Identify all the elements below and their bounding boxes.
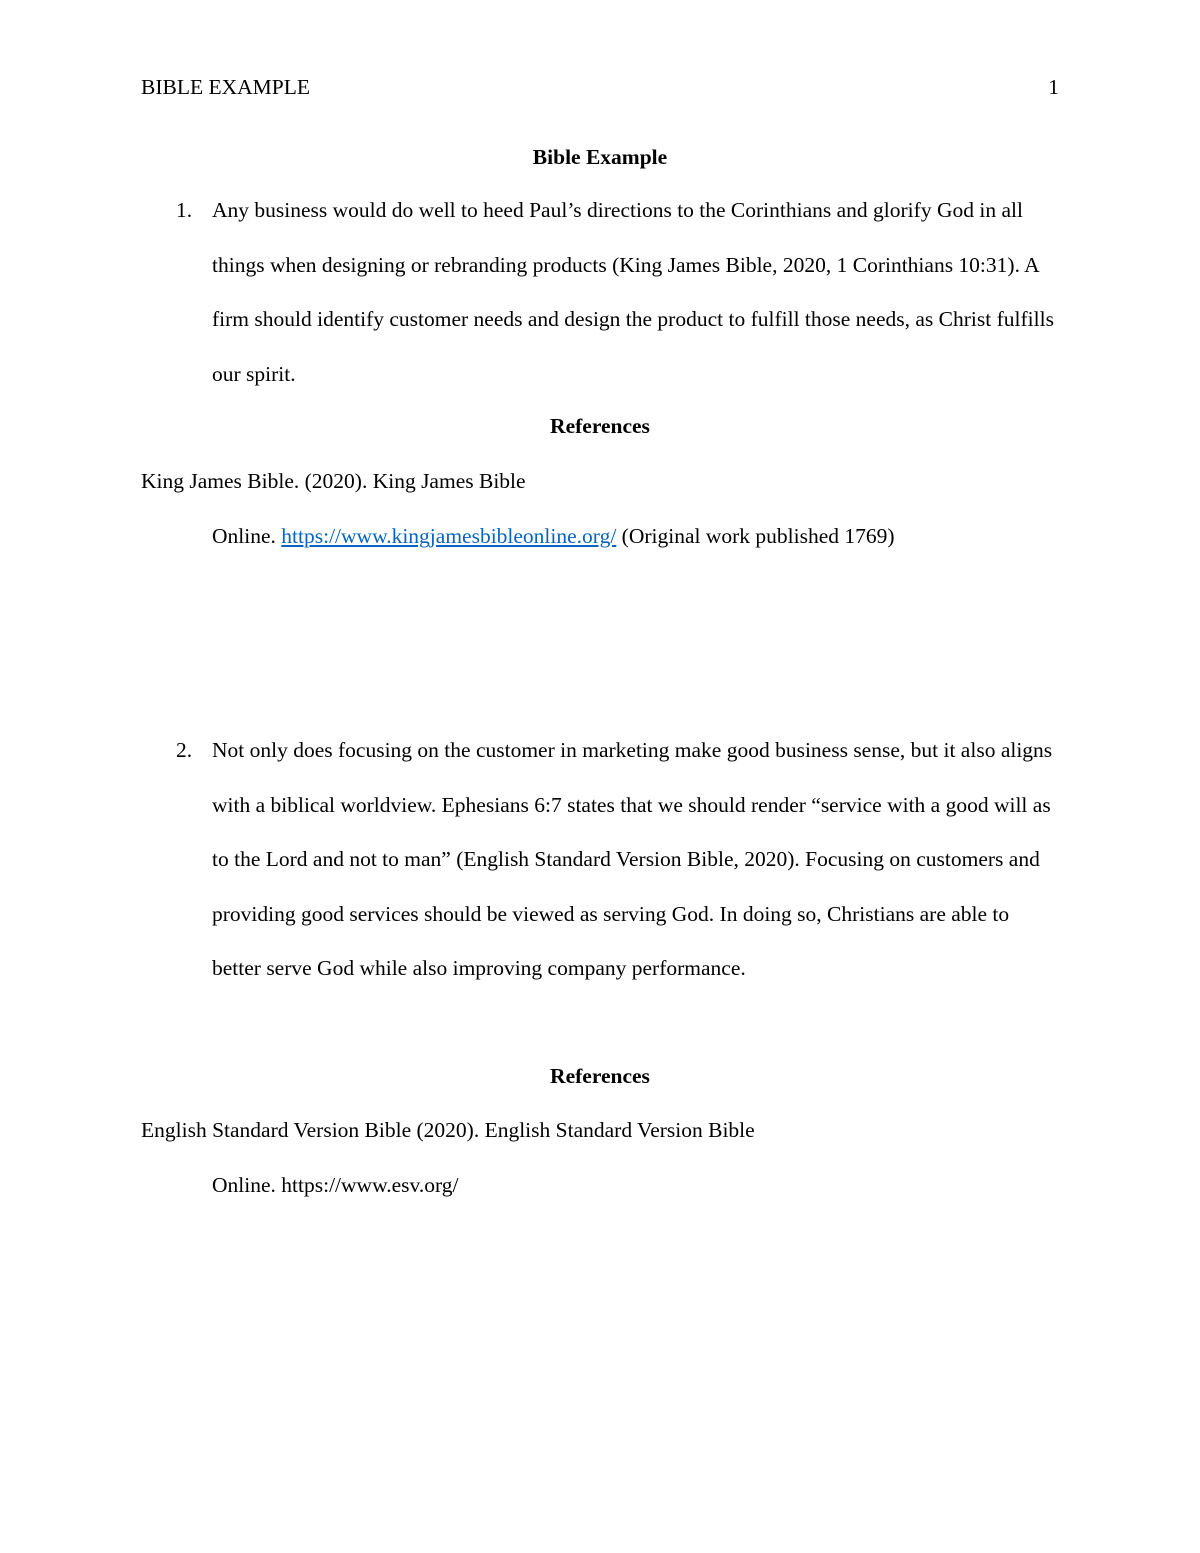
list-item-text: Any business would do well to heed Paul’s directions to the Corinthians and glorify God in all things when designing or rebranding products (King James Bible, 2020, 1 Corinthians 10:31). A firm should identify customer needs and design the product to fulfill those needs, as Christ fulfills our spirit.: [212, 198, 1054, 386]
reference-url-link[interactable]: https://www.kingjamesbibleonline.org/: [281, 523, 617, 548]
running-head: BIBLE EXAMPLE: [141, 75, 311, 99]
document-title: Bible Example: [532, 145, 668, 169]
references-heading: References: [550, 1064, 650, 1088]
reference-citation: King James Bible. (2020). King James Bible: [141, 469, 526, 493]
reference-note: (Original work published 1769): [616, 523, 895, 548]
list-item-text: Not only does focusing on the customer in marketing make good business sense, but it also aligns with a biblical worldview. Ephesians 6:7 states that we should render “service with a good will as to the Lord and not to man” (English Standard Version Bible, 2020). Focusing on customers and providing good services should be viewed as serving God. In doing so, Christians are able to better serve God while also improving company performance.: [212, 738, 1053, 980]
page-number: 1: [1048, 75, 1059, 99]
reference-citation: English Standard Version Bible (2020). English Standard Version Bible: [141, 1118, 755, 1142]
reference-online-label: Online.: [212, 523, 282, 548]
reference-url-text: https://www.esv.org/: [281, 1172, 459, 1197]
list-item-number: 2.: [176, 738, 193, 762]
list-item-number: 1.: [176, 198, 193, 222]
reference-online-line: [212, 1158, 458, 1213]
reference-online-label: Online.: [212, 1172, 282, 1197]
reference-online-line: [212, 509, 895, 564]
references-heading: References: [550, 414, 650, 438]
